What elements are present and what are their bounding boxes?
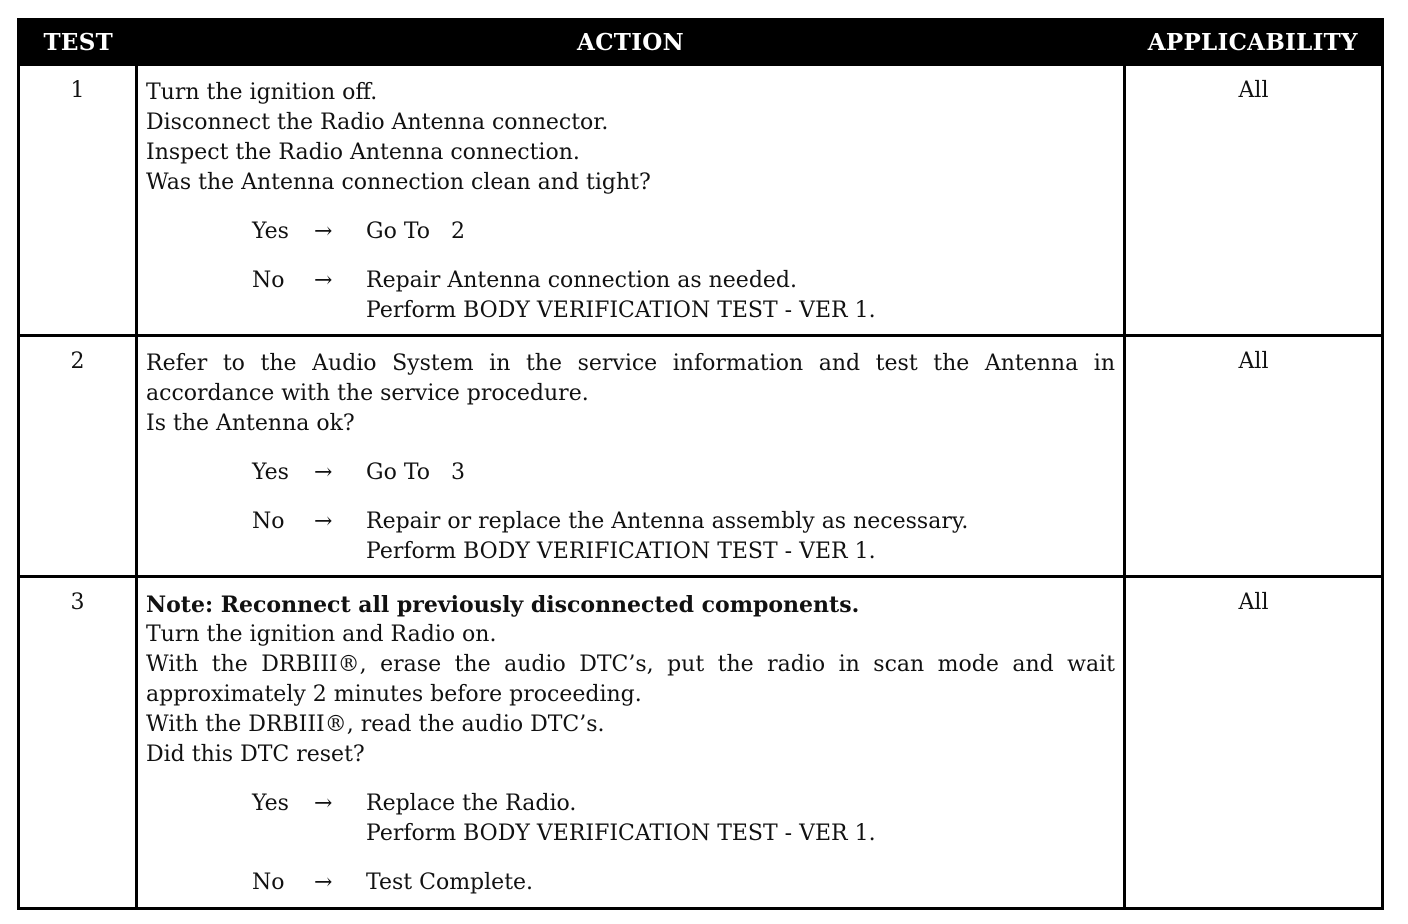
response-answer: No (252, 268, 285, 293)
applicability-cell: All (1125, 577, 1383, 909)
response-answer: No (252, 870, 285, 895)
response-result (366, 458, 1115, 488)
response-answer: Yes (252, 791, 289, 816)
arrow-icon: → (314, 268, 333, 293)
applicability-cell: All (1125, 65, 1383, 336)
response-answer: No (252, 509, 285, 534)
arrow-icon: → (314, 219, 333, 244)
test-number: 2 (19, 336, 137, 577)
response-result (366, 789, 1115, 849)
result-line: Perform BODY VERIFICATION TEST - VER 1. (366, 298, 876, 323)
arrow-icon: → (314, 791, 333, 816)
table-row (19, 577, 1383, 909)
header-test: TEST (19, 20, 137, 65)
action-line: Turn the ignition off. (146, 80, 378, 105)
action-cell (137, 336, 1125, 577)
result-line: Replace the Radio. (366, 791, 577, 816)
action-line: Is the Antenna ok? (146, 411, 355, 436)
applicability-cell: All (1125, 336, 1383, 577)
action-cell (137, 65, 1125, 336)
response-yes (252, 217, 1115, 247)
arrow-icon: → (314, 870, 333, 895)
response-result (366, 266, 1115, 326)
action-line: Refer to the Audio System in the service information and test the Antenna in accordance with the service procedure. (146, 351, 1115, 406)
result-line: Test Complete. (366, 870, 534, 895)
diagnostic-test-table (17, 18, 1384, 910)
response-no (252, 507, 1115, 567)
header-applicability: APPLICABILITY (1125, 20, 1383, 65)
response-result (366, 217, 1115, 247)
result-line: Repair or replace the Antenna assembly as necessary. (366, 509, 969, 534)
response-result (366, 868, 1115, 898)
test-number: 1 (19, 65, 137, 336)
action-line: Disconnect the Radio Antenna connector. (146, 110, 609, 135)
arrow-icon: → (314, 460, 333, 485)
result-line: Perform BODY VERIFICATION TEST - VER 1. (366, 539, 876, 564)
action-line: Inspect the Radio Antenna connection. (146, 140, 580, 165)
result-line: Go To 2 (366, 219, 465, 244)
arrow-icon: → (314, 509, 333, 534)
action-line: Did this DTC reset? (146, 742, 365, 767)
response-answer: Yes (252, 460, 289, 485)
response-no (252, 266, 1115, 326)
action-line: Turn the ignition and Radio on. (146, 622, 497, 647)
response-yes (252, 458, 1115, 488)
result-line: Go To 3 (366, 460, 465, 485)
response-result (366, 507, 1115, 567)
note-text: Note: Reconnect all previously disconnected components. (146, 592, 860, 618)
header-row (19, 20, 1383, 65)
table-row (19, 336, 1383, 577)
table-row (19, 65, 1383, 336)
result-line: Repair Antenna connection as needed. (366, 268, 798, 293)
action-line: Was the Antenna connection clean and tight? (146, 170, 651, 195)
response-no (252, 868, 1115, 898)
action-line: With the DRBIII®, read the audio DTC’s. (146, 712, 605, 737)
response-answer: Yes (252, 219, 289, 244)
result-line: Perform BODY VERIFICATION TEST - VER 1. (366, 821, 876, 846)
action-cell (137, 577, 1125, 909)
action-line: With the DRBIII®, erase the audio DTC’s, put the radio in scan mode and wait approximately 2 minutes before proceeding. (146, 652, 1115, 707)
header-action: ACTION (137, 20, 1125, 65)
response-yes (252, 789, 1115, 849)
test-number: 3 (19, 577, 137, 909)
diagnostic-test-table-container (17, 18, 1381, 910)
